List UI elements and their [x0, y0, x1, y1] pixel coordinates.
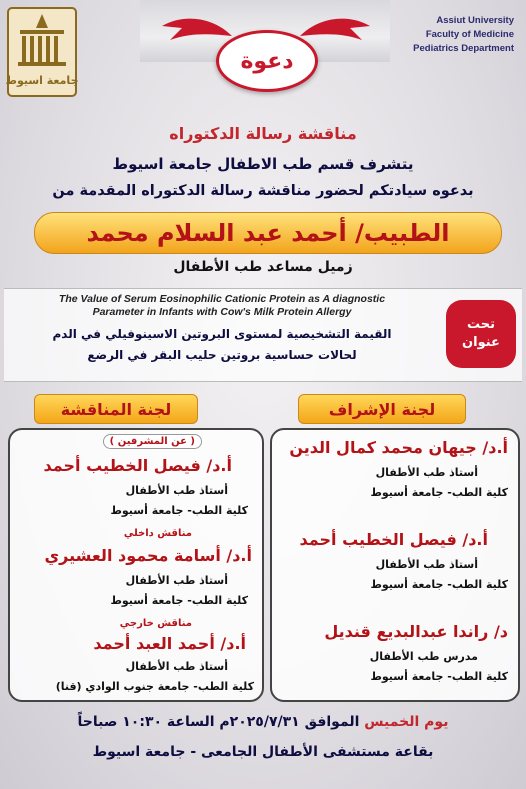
- examiner-affiliation: كلية الطب- جامعة أسيوط: [110, 594, 248, 607]
- examiner-affiliation: كلية الطب- جامعة جنوب الوادي (قنا): [55, 680, 254, 693]
- examiner-name: أ.د/ أسامة محمود العشيري: [44, 546, 252, 565]
- thesis-title-ar-2: لحالات حساسية بروتين حليب البقر في الرضع: [87, 348, 357, 362]
- examiner-title: أستاذ طب الأطفال: [125, 574, 228, 587]
- discussion-panel: [8, 428, 264, 702]
- event-venue: بقاعة مستشفى الأطفال الجامعى - جامعة اسيوط: [92, 744, 434, 760]
- supervisor-name: د/ راندا عبدالبديع قنديل: [324, 622, 508, 641]
- supervisor-name: أ.د/ فيصل الخطيب أحمد: [299, 530, 488, 549]
- ribbon-bow-left-icon: [162, 14, 232, 44]
- candidate-name: الطبيب/ أحمد عبد السلام محمد: [34, 212, 502, 254]
- under-title-badge: [446, 300, 516, 368]
- discussion-header: لجنة المناقشة: [34, 394, 198, 424]
- examiner-affiliation: كلية الطب- جامعة أسيوط: [110, 504, 248, 517]
- invite-line: بدعوه سيادتكم لحضور مناقشة رسالة الدكتوراه المقدمة من: [52, 183, 474, 199]
- examiner-title: أستاذ طب الأطفال: [125, 484, 228, 497]
- department-name: Pediatrics Department: [413, 43, 514, 54]
- supervisor-affiliation: كلية الطب- جامعة أسيوط: [370, 486, 508, 499]
- examiner-tag: ( عن المشرفين ): [103, 434, 202, 449]
- thesis-title-en-1: The Value of Serum Eosinophilic Cationic Protein as A diagnostic: [58, 293, 386, 305]
- under-title-word-2: عنوان: [462, 335, 500, 350]
- faculty-name: Faculty of Medicine: [425, 29, 514, 40]
- event-date-time: الموافق ٢٠٢٥/٧/٣١م الساعة ١٠:٣٠ صباحاً: [77, 714, 360, 730]
- supervisor-name: أ.د/ جيهان محمد كمال الدين: [289, 438, 508, 457]
- under-title-word-1: تحت: [466, 317, 495, 332]
- logo-text: جامعة اسيوط: [6, 74, 78, 87]
- supervisor-title: أستاذ طب الأطفال: [375, 558, 478, 571]
- supervisor-title: مدرس طب الأطفال: [369, 650, 478, 663]
- university-block: [396, 14, 514, 56]
- supervision-panel: [270, 428, 520, 702]
- event-title: مناقشة رسالة الدكتوراه: [169, 124, 357, 143]
- supervisor-affiliation: كلية الطب- جامعة أسيوط: [370, 578, 508, 591]
- date-line: [0, 714, 526, 730]
- assiut-university-logo: [6, 6, 78, 98]
- event-day: يوم الخميس: [364, 714, 449, 730]
- candidate-role: زميل مساعد طب الأطفال: [173, 259, 353, 275]
- supervision-header: لجنة الإشراف: [298, 394, 466, 424]
- examiner-title: أستاذ طب الأطفال: [125, 660, 228, 673]
- examiner-tag: مناقش داخلي: [123, 528, 192, 539]
- examiner-name: أ.د/ أحمد العبد أحمد: [93, 634, 246, 653]
- thesis-title-en-2: Parameter in Infants with Cow's Milk Protein Allergy: [92, 306, 352, 318]
- invitation-badge: دعوة: [216, 30, 318, 92]
- supervisor-title: أستاذ طب الأطفال: [375, 466, 478, 479]
- university-name: Assiut University: [436, 15, 514, 26]
- ribbon-bow-right-icon: [300, 14, 370, 44]
- host-line: يتشرف قسم طب الاطفال جامعة اسيوط: [112, 155, 414, 173]
- examiner-name: أ.د/ فيصل الخطيب أحمد: [43, 456, 232, 475]
- supervisor-affiliation: كلية الطب- جامعة أسيوط: [370, 670, 508, 683]
- examiner-tag: مناقش خارجي: [119, 618, 192, 629]
- thesis-title-ar-1: القيمة التشخيصية لمستوى البروتين الاسينوفيلي في الدم: [52, 327, 392, 341]
